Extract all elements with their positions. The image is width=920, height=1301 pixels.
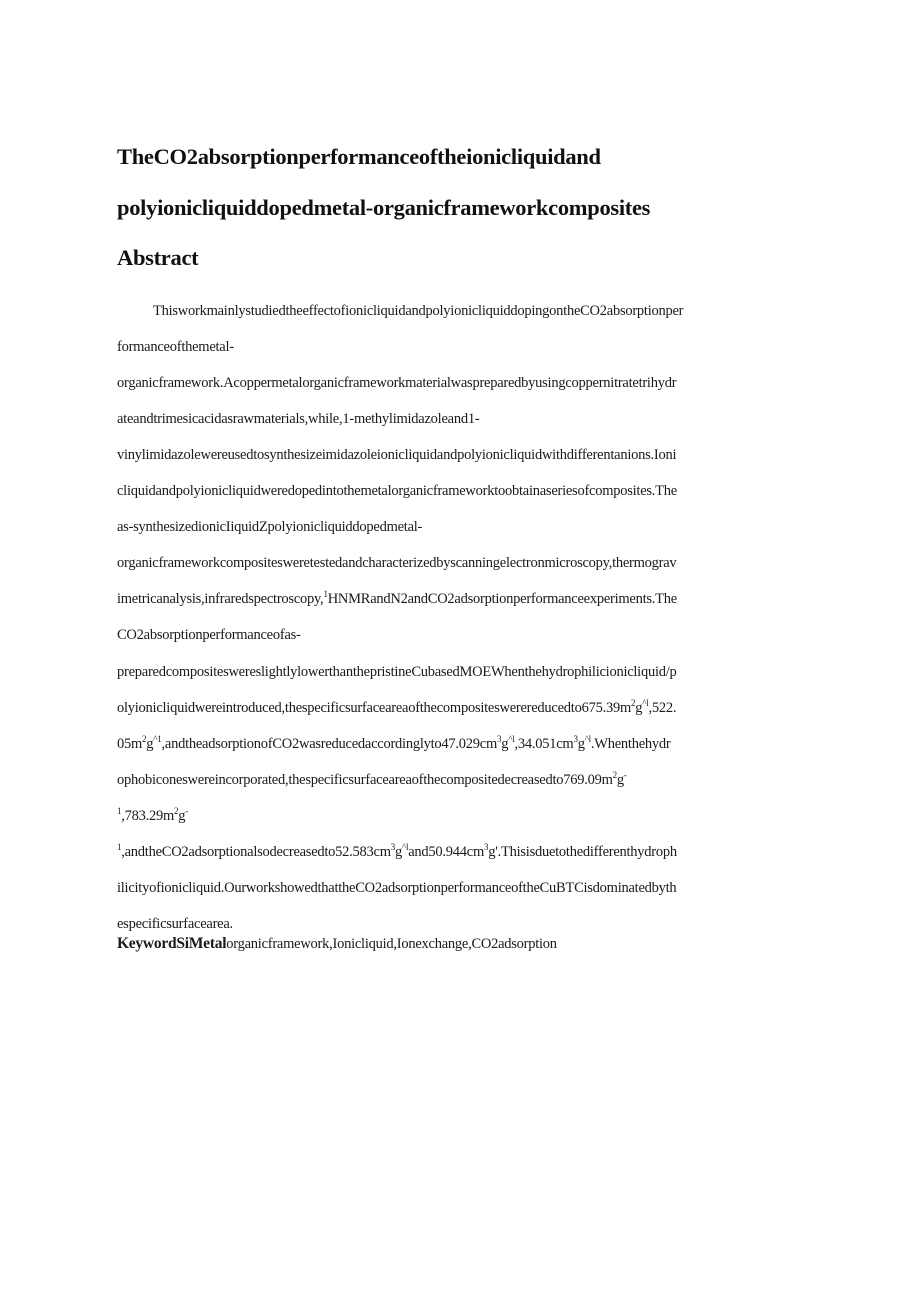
abstract-line: as-synthesizedionicIiquidZpolyionicliquiddopedmetal-	[117, 519, 423, 535]
abstract-line: formanceofthemetal-	[117, 339, 234, 355]
abstract-line: $^1,783.29m^2g^-$	[117, 806, 189, 824]
paper-title-line-1: TheCO2absorptionperformanceoftheionicliquidand	[117, 144, 601, 169]
abstract-line: imetricanalysis,infraredspectroscopy,$^1$HNMRandN2andCO2adsorptionperformanceexperiments.The	[117, 589, 677, 607]
abstract-line: vinylimidazolewereusedtosynthesizeimidazoleionicliquidandpolyionicliquidwithdifferentanions.Ioni	[117, 447, 677, 463]
keywords-line	[117, 935, 557, 953]
abstract-line: especificsurfacearea.	[117, 916, 233, 932]
keywords-label: KeywordSiMetal	[117, 935, 227, 952]
abstract-line: organicframeworkcompositesweretestedandcharacterizedbyscanningelectronmicroscopy,thermograv	[117, 555, 677, 571]
abstract-line: $ophobiconeswereincorporated,thespecificsurfaceareaofthecompositedecreasedto769.09m^2g^-$	[117, 770, 627, 788]
abstract-line: organicframework.Acoppermetalorganicframeworkmaterialwaspreparedbyusingcoppernitratetrihydr	[117, 375, 677, 391]
abstract-line: $olyionicliquidwereintroduced,thespecificsurfaceareaofthecompositeswerereducedto675.39m^2g^{\^{}l},522$.	[117, 698, 677, 716]
paper-title-line-2: polyionicliquiddopedmetal-organicframeworkcomposites	[117, 195, 651, 220]
abstract-line: CO2absorptionperformanceofas-	[117, 627, 301, 643]
abstract-line: $05m^2g^{\^{}1},andtheadsorptionofCO2wasreducedaccordinglyto47.029cm^3g^{\^{}l},34.051cm^3g^{\^{}l}.Whenthehydr$	[117, 734, 671, 752]
abstract-line: ThisworkmainlystudiedtheeffectofionicliquidandpolyionicliquiddopingontheCO2absorptionper	[153, 303, 684, 319]
keywords-text: organicframework,Ionicliquid,Ionexchange,CO2adsorption	[226, 936, 557, 952]
abstract-line: cliquidandpolyionicliquidweredopedintothemetalorganicframeworktoobtainaseriesofcomposites.The	[117, 483, 677, 499]
abstract-heading: Abstract	[117, 245, 199, 270]
abstract-line: ateandtrimesicacidasrawmaterials,while,1-methylimidazoleand1-	[117, 411, 480, 427]
abstract-line: ilicityofionicliquid.OurworkshowedthattheCO2adsorptionperformanceoftheCuBTCisdominatedbyth	[117, 880, 677, 896]
abstract-line: preparedcompositeswereslightlylowerthanthepristineCubasedMOEWhenthehydrophilicionicliquid/p	[117, 664, 677, 680]
abstract-line: $^1,andtheCO2adsorptionalsodecreasedto52.583cm^3g^{\^{}l}and50.944cm^3g'.Thisisduetothedifferenthydroph$	[117, 842, 677, 860]
